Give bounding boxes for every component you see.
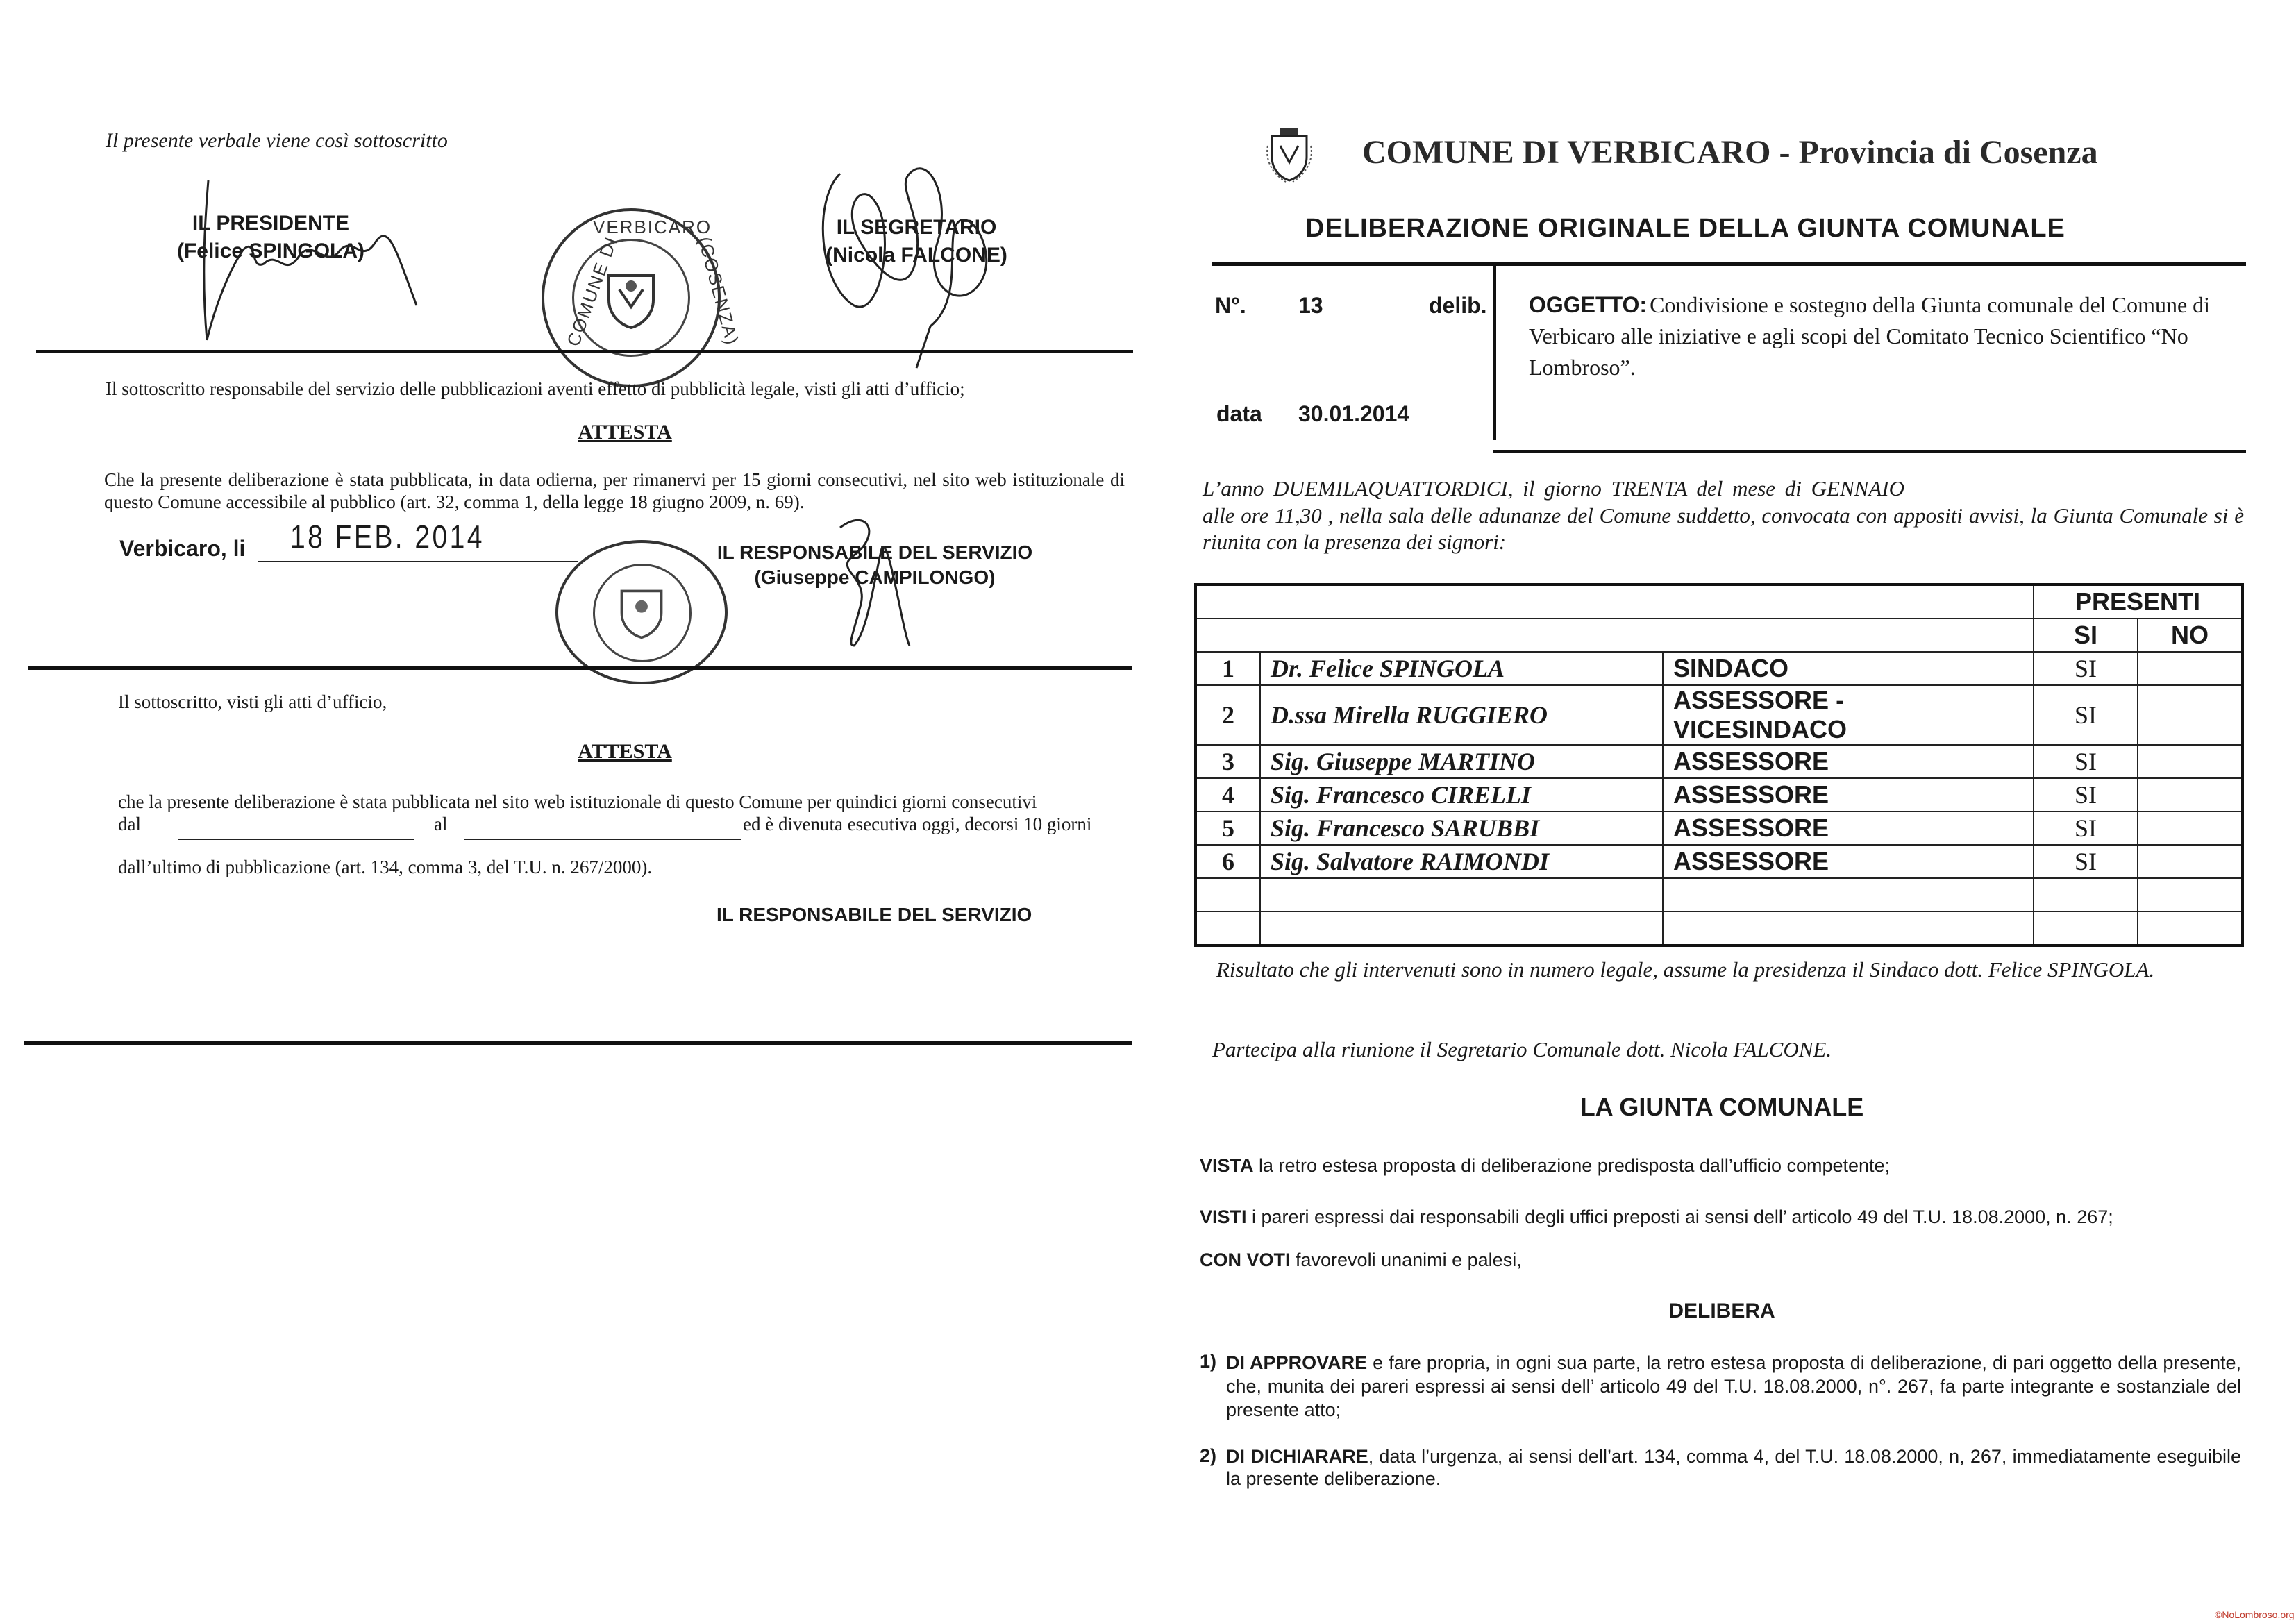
no-cell: [2138, 845, 2243, 878]
row-number: 4: [1196, 778, 1260, 812]
voti-bold: CON VOTI: [1200, 1250, 1291, 1270]
item1-block: [1226, 1351, 2241, 1422]
visti-line: [1200, 1206, 2255, 1228]
resp-footer: IL RESPONSABILE DEL SERVIZIO: [717, 904, 1032, 925]
oggetto-label: OGGETTO:: [1529, 292, 1648, 317]
table-subheader-row: [1196, 619, 2243, 652]
date-line: [258, 561, 578, 562]
attesta-heading-1: ATTESTA: [578, 421, 672, 444]
member-name: D.ssa Mirella RUGGIERO: [1260, 685, 1663, 745]
member-role: ASSESSORE: [1663, 778, 2034, 812]
vista-text: la retro estesa proposta di deliberazione predisposta dall’ufficio competente;: [1253, 1155, 1891, 1176]
member-name: Dr. Felice SPINGOLA: [1260, 652, 1663, 685]
row-number: 1: [1196, 652, 1260, 685]
presences-table: [1194, 583, 2244, 947]
no-cell: [2138, 812, 2243, 845]
si-header: SI: [2034, 619, 2138, 652]
table-row-empty: [1196, 878, 2243, 911]
row-number: 6: [1196, 845, 1260, 878]
sottoscritto-intro: Il sottoscritto, visti gli atti d’ufficio,: [118, 691, 387, 712]
voti-line: [1200, 1250, 2241, 1271]
num-value: 13: [1298, 293, 1323, 318]
coat-of-arms-icon: [598, 265, 664, 330]
member-role: ASSESSORE - VICESINDACO: [1663, 685, 2034, 745]
no-cell: [2138, 778, 2243, 812]
attesta-heading-2: ATTESTA: [578, 740, 672, 763]
dal-label: dal: [118, 814, 141, 834]
comune-stamp-2: [555, 540, 728, 684]
member-name: Sig. Francesco SARUBBI: [1260, 812, 1663, 845]
header-top-rule: [1212, 262, 2246, 266]
item2-block: [1226, 1445, 2241, 1490]
signature-intro: Il presente verbale viene così sottoscritto: [106, 129, 448, 152]
divider-1: [36, 350, 1133, 353]
ore-line: alle ore 11,30 , nella sala delle adunanze del Comune suddetto, convocata con appositi avvisi, la Giunta Comunale si è riunita con la presenza dei signori:: [1203, 503, 2244, 554]
presidente-title: IL PRESIDENTE: [192, 212, 350, 235]
item2-number: 2): [1200, 1445, 1217, 1466]
anno-line: L’anno DUEMILAQUATTORDICI, il giorno TRENTA del mese di GENNAIO: [1203, 476, 1904, 501]
item2-bold: DI DICHIARARE: [1226, 1446, 1368, 1467]
delib-title: DELIBERAZIONE ORIGINALE DELLA GIUNTA COMUNALE: [1305, 214, 2065, 243]
divider-2: [28, 666, 1132, 670]
attesta-text-2b: ed è divenuta esecutiva oggi, decorsi 10 giorni: [743, 814, 1092, 834]
resp-name: (Giuseppe CAMPILONGO): [754, 566, 996, 588]
table-row: [1196, 745, 2243, 778]
member-role: ASSESSORE: [1663, 812, 2034, 845]
item2-text: , data l’urgenza, ai sensi dell’art. 134, comma 4, del T.U. 18.08.2000, n, 267, immediatamente eseguibile la presente deliberazione.: [1226, 1446, 2241, 1489]
segretario-name: (Nicola FALCONE): [826, 244, 1007, 267]
stamp-left-text: COMUNE DI: [562, 233, 622, 349]
al-line: [464, 839, 741, 840]
giunta-title: LA GIUNTA COMUNALE: [1579, 1093, 1864, 1121]
item1-number: 1): [1200, 1351, 1217, 1372]
attesta-text-2c: dall’ultimo di pubblicazione (art. 134, comma 3, del T.U. n. 267/2000).: [118, 857, 653, 877]
delib-label: delib.: [1429, 293, 1487, 318]
table-row: [1196, 685, 2243, 745]
delibera-title: DELIBERA: [1668, 1300, 1775, 1322]
risultato-text: Risultato che gli intervenuti sono in numero legale, assume la presidenza il Sindaco dott. Felice SPINGOLA.: [1216, 957, 2155, 982]
no-cell: [2138, 652, 2243, 685]
row-number: 2: [1196, 685, 1260, 745]
attesta-text-1: Che la presente deliberazione è stata pubblicata, in data odierna, per rimanervi per 15 giorni consecutivi, nel sito web istituzionale di questo Comune accessibile al pubblico (art. 32, comma 1, della legge 18 giugno 2009, n. 69).: [104, 469, 1125, 512]
table-row: [1196, 845, 2243, 878]
row-number: 5: [1196, 812, 1260, 845]
si-cell: SI: [2034, 745, 2138, 778]
responsabile-signature: [812, 507, 937, 653]
header-vertical-rule: [1493, 264, 1496, 440]
presidente-name: (Felice SPINGOLA): [176, 239, 365, 262]
comune-crest-icon: [1265, 125, 1314, 183]
table-row: [1196, 652, 2243, 685]
row-number: 3: [1196, 745, 1260, 778]
presenti-header: PRESENTI: [2034, 585, 2243, 619]
si-cell: SI: [2034, 685, 2138, 745]
item1-text: e fare propria, in ogni sua parte, la retro estesa proposta di deliberazione, di pari oggetto della presente, che, munita dei pareri espressi ai sensi dell’ articolo 49 del T.U. 18.08.2000, n°. 267, fa parte integrante e sostanziale del presente atto;: [1226, 1352, 2241, 1420]
divider-3: [24, 1041, 1132, 1045]
vista-bold: VISTA: [1200, 1155, 1254, 1176]
attesta-text-2a: che la presente deliberazione è stata pubblicata nel sito web istituzionale di questo Comune per quindici giorni consecutivi: [118, 791, 1037, 812]
pubblicazioni-intro: Il sottoscritto responsabile del servizio delle pubblicazioni aventi effetto di pubblicità legale, visti gli atti d’ufficio;: [106, 378, 965, 399]
comune-title: COMUNE DI VERBICARO - Provincia di Cosenza: [1362, 134, 2098, 171]
no-cell: [2138, 745, 2243, 778]
visti-bold: VISTI: [1200, 1206, 1247, 1227]
stamp-top-text: VERBICARO: [593, 217, 712, 237]
presidente-signature: [187, 167, 437, 347]
no-header: NO: [2138, 619, 2243, 652]
partecipa-text: Partecipa alla riunione il Segretario Comunale dott. Nicola FALCONE.: [1212, 1037, 1832, 1061]
al-label: al: [434, 814, 448, 834]
member-role: SINDACO: [1663, 652, 2034, 685]
member-name: Sig. Giuseppe MARTINO: [1260, 745, 1663, 778]
member-role: ASSESSORE: [1663, 845, 2034, 878]
table-row-empty: [1196, 911, 2243, 945]
vista-line: [1200, 1155, 2241, 1177]
publication-date-stamp: 18 FEB. 2014: [290, 519, 485, 555]
voti-text: favorevoli unanimi e palesi,: [1290, 1250, 1522, 1270]
stamp-right-text: (COSENZA): [694, 234, 744, 348]
member-name: Sig. Salvatore RAIMONDI: [1260, 845, 1663, 878]
table-row: [1196, 812, 2243, 845]
visti-text: i pareri espressi dai responsabili degli uffici preposti ai sensi dell’ articolo 49 del T.U. 18.08.2000, n. 267;: [1246, 1206, 2113, 1227]
resp-title: IL RESPONSABILE DEL SERVIZIO: [717, 541, 1033, 563]
dal-line: [178, 839, 414, 840]
comune-stamp: [542, 208, 744, 387]
num-label: N°.: [1215, 293, 1246, 318]
member-role: ASSESSORE: [1663, 745, 2034, 778]
si-cell: SI: [2034, 652, 2138, 685]
no-cell: [2138, 685, 2243, 745]
item1-bold: DI APPROVARE: [1226, 1352, 1368, 1373]
segretario-signature: [798, 146, 1021, 375]
oggetto-block: [1529, 292, 2230, 385]
si-cell: SI: [2034, 845, 2138, 878]
data-value: 30.01.2014: [1298, 401, 1410, 426]
data-label: data: [1216, 401, 1262, 426]
header-bottom-rule: [1493, 450, 2246, 453]
si-cell: SI: [2034, 812, 2138, 845]
table-row: [1196, 778, 2243, 812]
watermark: ©NoLombroso.org: [2215, 1609, 2295, 1620]
table-header-row: [1196, 585, 2243, 619]
oggetto-text: Condivisione e sostegno della Giunta comunale del Comune di Verbicaro alle iniziative e agli scopi del Comitato Tecnico Scientifico “No Lombroso”.: [1529, 292, 2211, 380]
member-name: Sig. Francesco CIRELLI: [1260, 778, 1663, 812]
coat-of-arms-icon-2: [612, 582, 671, 640]
segretario-title: IL SEGRETARIO: [836, 216, 997, 239]
place-label: Verbicaro, li: [119, 536, 246, 561]
si-cell: SI: [2034, 778, 2138, 812]
